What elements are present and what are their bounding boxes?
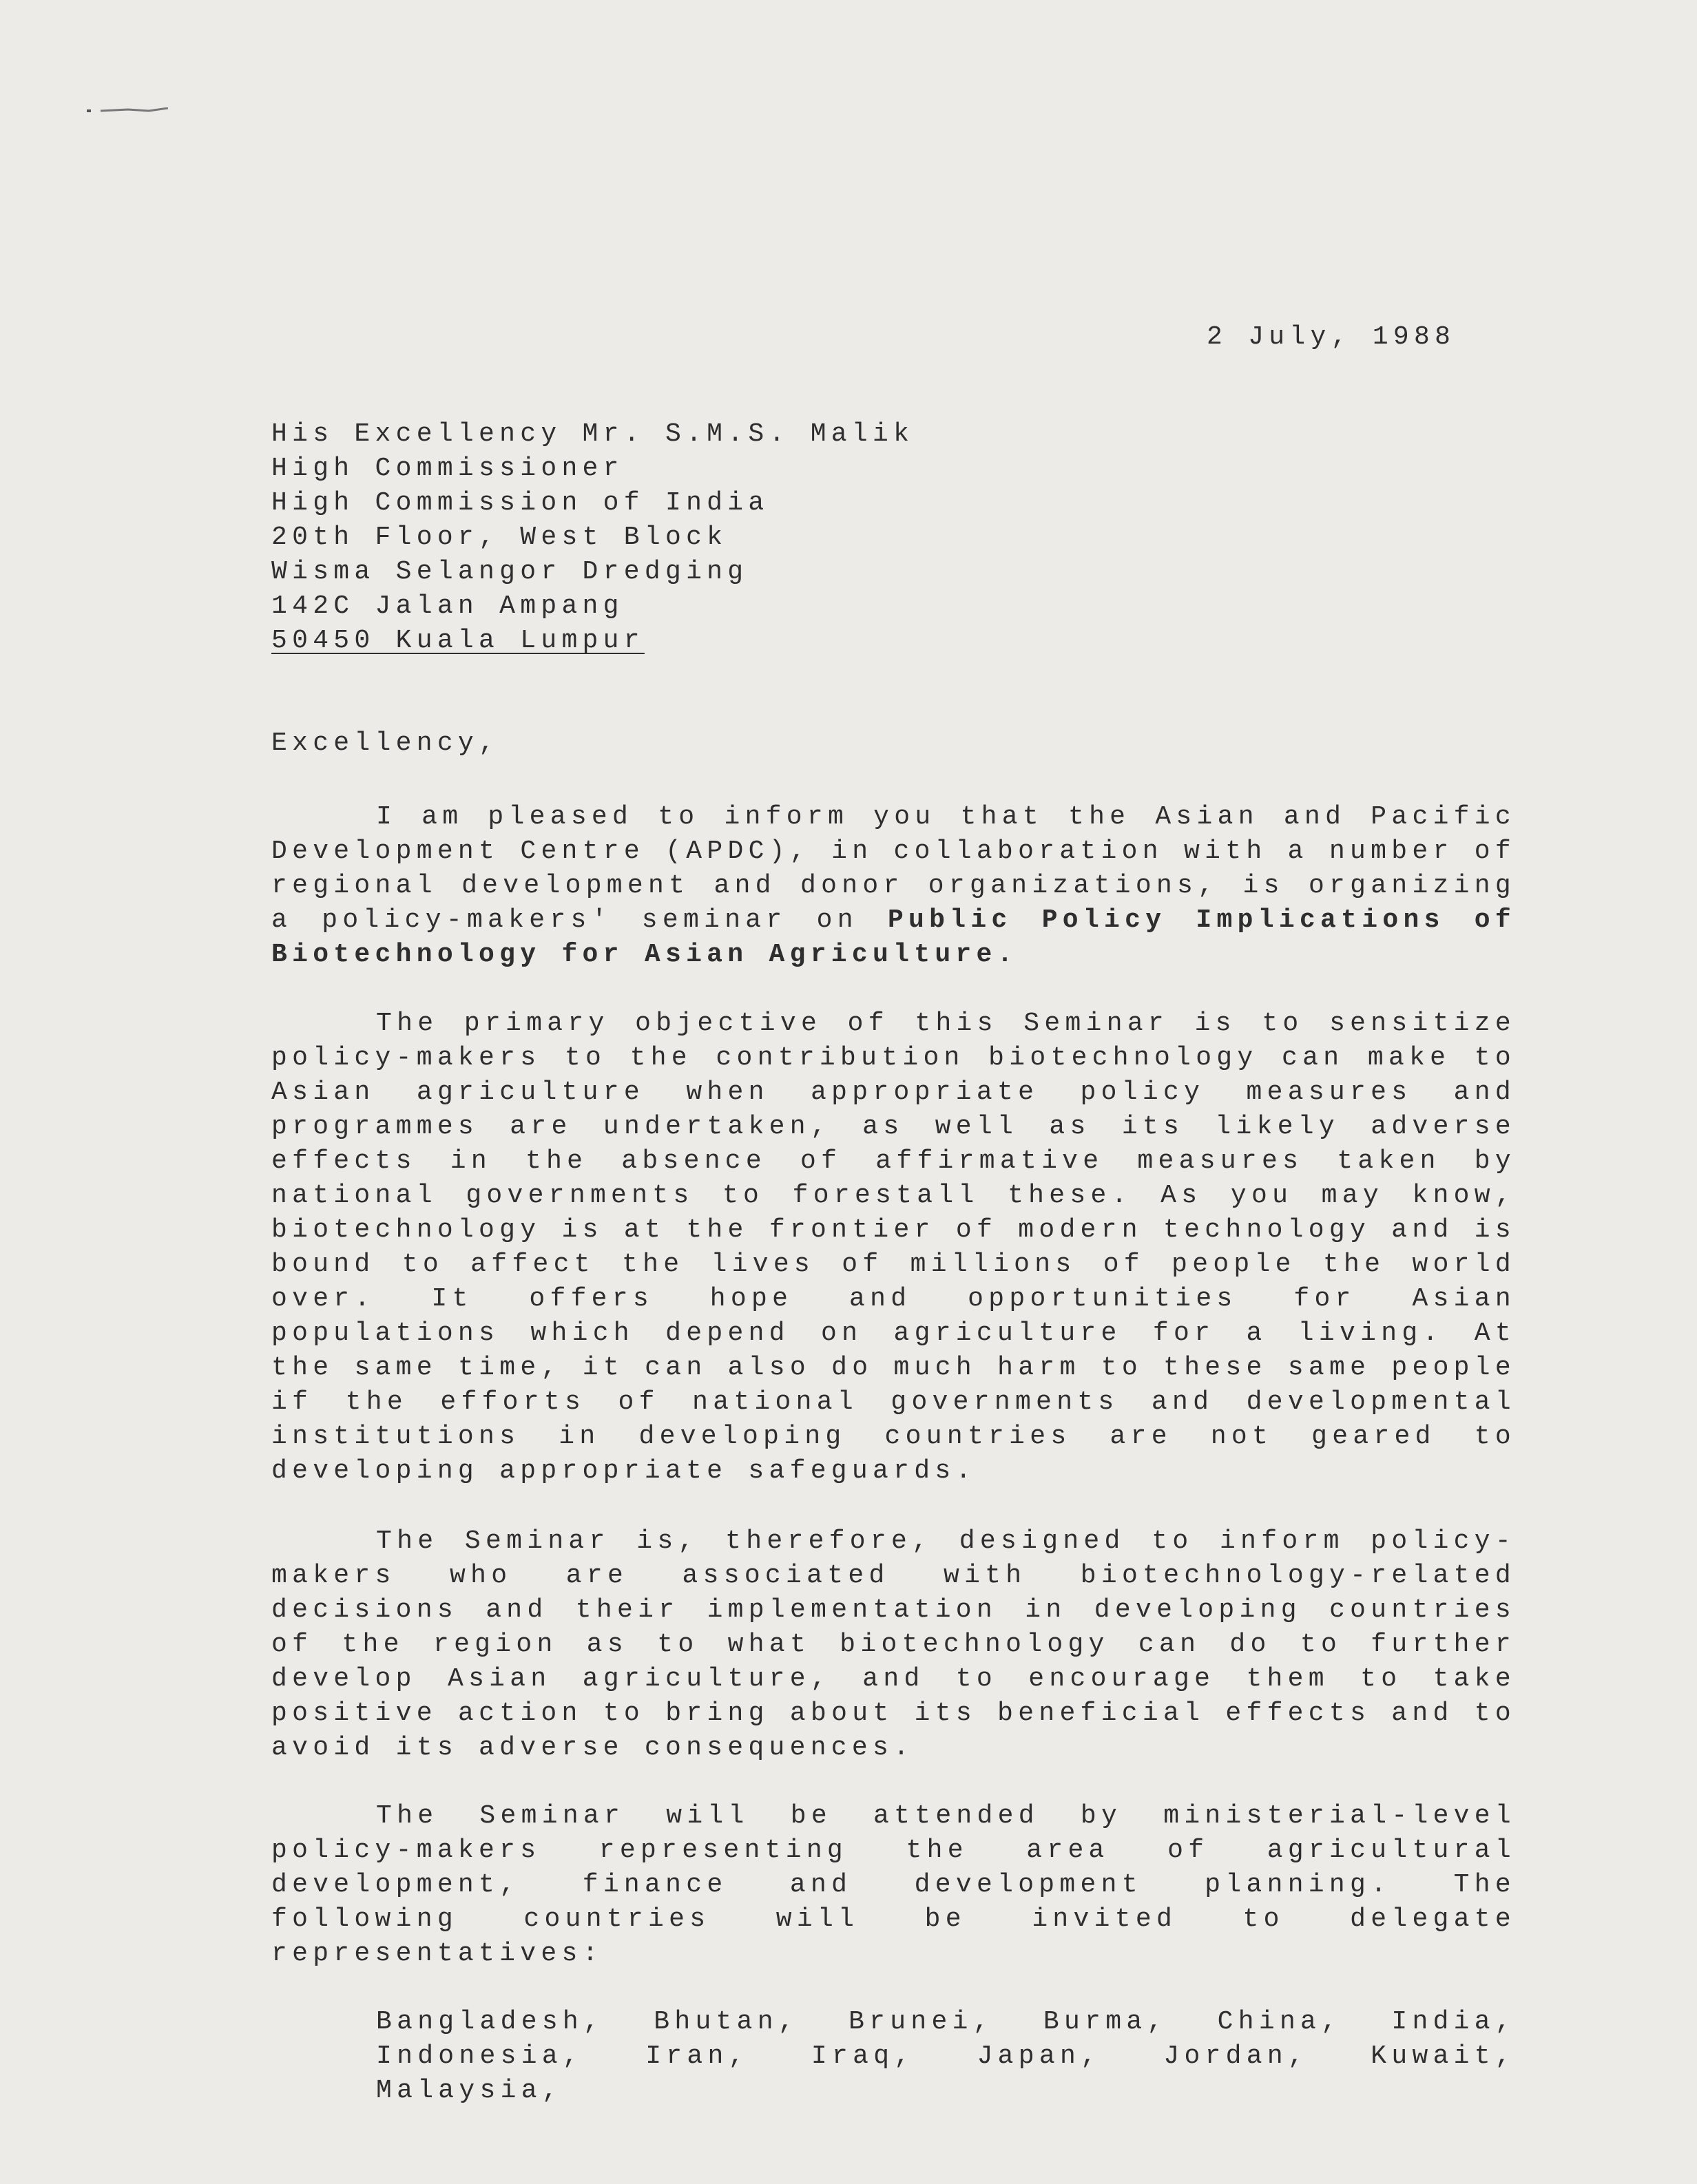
text-segment: makers who are associated with biotechnology-related [271, 1561, 1516, 1590]
paragraph-line [271, 938, 1516, 972]
text-segment: developing appropriate safeguards. [271, 1456, 977, 1486]
paragraph-line [271, 1697, 1516, 1731]
letter-date: 2 July, 1988 [1207, 322, 1456, 352]
text-segment: representatives: [271, 1939, 603, 1968]
paragraph-line [271, 834, 1516, 869]
salutation: Excellency, [271, 728, 500, 758]
address-line: Wisma Selangor Dredging [271, 557, 749, 587]
address-city-line: 50450 Kuala Lumpur [271, 626, 645, 655]
paragraph-line [271, 1316, 1516, 1351]
bold-text-segment: Public Policy Implications of [887, 905, 1516, 935]
paragraph-line [271, 1799, 1516, 1834]
bold-text-segment: Biotechnology for Asian Agriculture. [271, 940, 1018, 969]
text-segment: The Seminar will be attended by ministerial-level [376, 1801, 1516, 1831]
paragraph-line [271, 903, 1516, 938]
paragraph-line [271, 1075, 1516, 1110]
text-segment: if the efforts of national governments and developmental [271, 1387, 1516, 1417]
paragraph-line [271, 1902, 1516, 1937]
text-segment: positive action to bring about its beneficial effects and to [271, 1699, 1516, 1728]
text-segment: The Seminar is, therefore, designed to inform policy- [376, 1526, 1516, 1556]
paragraph-line [271, 1937, 1516, 1971]
text-segment: a policy-makers' seminar on [271, 905, 888, 935]
paragraph-line [271, 1731, 1516, 1765]
text-segment: develop Asian agriculture, and to encourage them to take [271, 1664, 1516, 1694]
text-segment: decisions and their implementation in developing countries [271, 1595, 1516, 1625]
paragraph-line [271, 1662, 1516, 1697]
text-segment: Asian agriculture when appropriate policy measures and [271, 1078, 1516, 1107]
address-line: High Commissioner [271, 454, 624, 483]
paragraph-line [271, 1351, 1516, 1385]
paragraph-1 [271, 800, 1516, 972]
paragraph-line [271, 1420, 1516, 1454]
text-segment: policy-makers representing the area of agricultural [271, 1836, 1516, 1865]
text-segment: avoid its adverse consequences. [271, 1733, 915, 1763]
text-segment: following countries will be invited to delegate [271, 1904, 1516, 1934]
paragraph-line [271, 1007, 1516, 1041]
paragraph-line [271, 1593, 1516, 1628]
text-segment: The primary objective of this Seminar is to sensitize [376, 1009, 1516, 1038]
paragraph-line [271, 800, 1516, 834]
paragraph-line [271, 1628, 1516, 1662]
ink-smudge-mark [87, 107, 168, 113]
address-line: High Commission of India [271, 488, 769, 518]
text-segment: bound to affect the lives of millions of people the world [271, 1250, 1516, 1279]
text-segment: of the region as to what biotechnology can do to further [271, 1630, 1516, 1659]
paragraph-line [271, 1248, 1516, 1282]
paragraph-line [271, 1110, 1516, 1144]
paragraph-line [271, 1834, 1516, 1868]
country-list-line: Bangladesh, Bhutan, Brunei, Burma, China, India, [376, 2007, 1516, 2037]
text-segment: Development Centre (APDC), in collaboration with a number of [271, 837, 1516, 866]
text-segment: national governments to forestall these. As you may know, [271, 1181, 1516, 1210]
text-segment: programmes are undertaken, as well as its likely adverse [271, 1112, 1516, 1142]
paragraph-line [271, 1385, 1516, 1420]
text-segment: populations which depend on agriculture for a living. At [271, 1319, 1516, 1348]
text-segment: regional development and donor organizations, is organizing [271, 871, 1516, 901]
text-segment: the same time, it can also do much harm to these same people [271, 1353, 1516, 1383]
paragraph-4 [271, 1799, 1516, 1971]
paragraph-line [271, 1179, 1516, 1213]
paragraph-line [271, 1524, 1516, 1559]
country-list-line: Indonesia, Iran, Iraq, Japan, Jordan, Kuwait, Malaysia, [376, 2041, 1516, 2106]
text-segment: over. It offers hope and opportunities for Asian [271, 1284, 1516, 1314]
text-segment: effects in the absence of affirmative measures taken by [271, 1146, 1516, 1176]
text-segment: institutions in developing countries are not geared to [271, 1422, 1516, 1451]
paragraph-line [271, 1282, 1516, 1316]
address-line: His Excellency Mr. S.M.S. Malik [271, 419, 915, 449]
paragraph-line [271, 1454, 1516, 1489]
paragraph-line [271, 1868, 1516, 1902]
paragraph-line [271, 1213, 1516, 1248]
address-line: 20th Floor, West Block [271, 523, 728, 552]
paragraph-line [271, 1041, 1516, 1075]
paragraph-3 [271, 1524, 1516, 1765]
recipient-address [271, 417, 1516, 658]
text-segment: development, finance and development planning. The [271, 1870, 1516, 1900]
text-segment: I am pleased to inform you that the Asian and Pacific [376, 802, 1516, 832]
paragraph-line [271, 1559, 1516, 1593]
text-segment: biotechnology is at the frontier of modern technology and is [271, 1215, 1516, 1245]
country-list [271, 2005, 1516, 2106]
address-line: 142C Jalan Ampang [271, 591, 624, 621]
text-segment: policy-makers to the contribution biotechnology can make to [271, 1043, 1516, 1073]
paragraph-line [271, 869, 1516, 903]
paragraph-2 [271, 1007, 1516, 1489]
paragraph-line [271, 1144, 1516, 1179]
